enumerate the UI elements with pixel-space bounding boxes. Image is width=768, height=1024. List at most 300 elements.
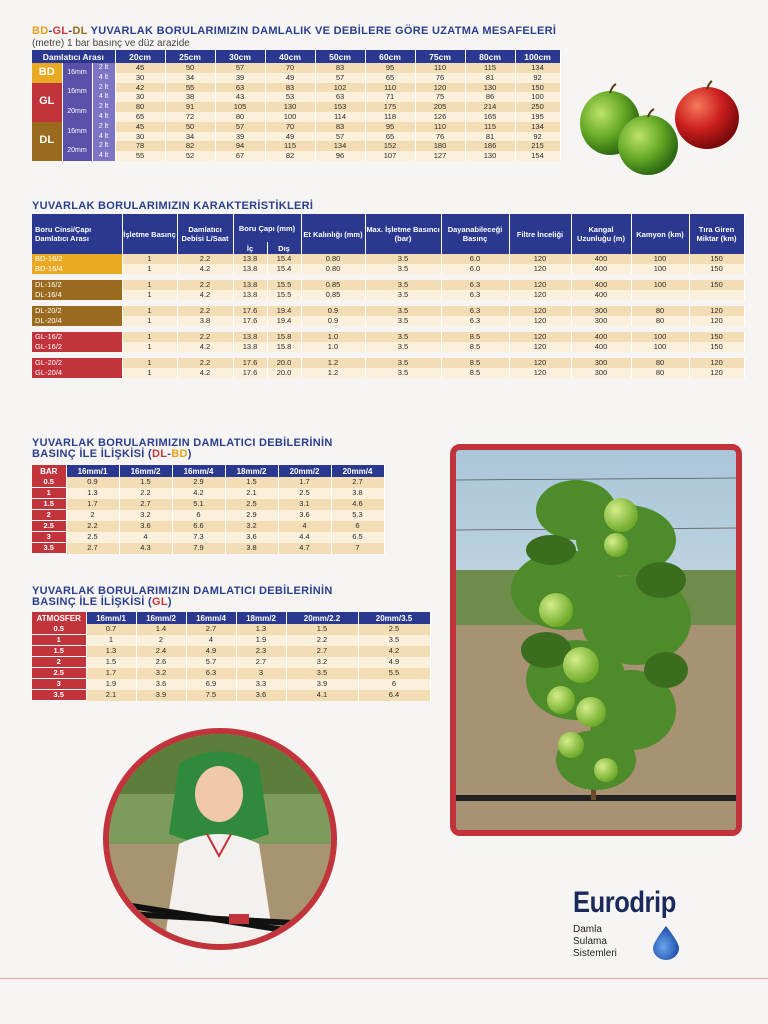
table-row (32, 543, 384, 554)
table-row (32, 635, 430, 646)
table-cell: 120 (509, 306, 571, 316)
table-cell: 1.4 (136, 624, 186, 635)
table-cell: 7.3 (172, 532, 225, 543)
pressure-label: 1.5 (32, 499, 66, 510)
table-cell: 100 (631, 280, 689, 290)
table-cell: 130 (265, 102, 315, 112)
table-cell: 55 (115, 151, 165, 161)
table-row (32, 358, 744, 368)
table-row (32, 316, 744, 326)
table-cell: 0.9 (301, 316, 365, 326)
table-cell: 214 (465, 102, 515, 112)
table-cell: 2.5 (66, 532, 119, 543)
table-cell: 5.5 (358, 668, 430, 679)
table-cell: 2.7 (186, 624, 236, 635)
column-header: 20mm/4 (331, 465, 384, 477)
table-cell: 80 (631, 368, 689, 378)
pressure-label: 2.5 (32, 521, 66, 532)
table-cell: 0.80 (301, 264, 365, 274)
table-cell: 2 (136, 635, 186, 646)
table-row (32, 532, 384, 543)
table-cell: 45 (115, 122, 165, 132)
table-cell: 1 (122, 280, 177, 290)
table-cell: 6.5 (331, 532, 384, 543)
table-cell: 4.2 (177, 290, 233, 300)
table-cell: 120 (689, 316, 744, 326)
table-cell: 2.5 (278, 488, 331, 499)
pipe-type-cell: DL-20/2 (32, 306, 122, 316)
pressure-label: 0.5 (32, 477, 66, 488)
column-header: 18mm/2 (236, 612, 286, 624)
table-cell: 2.7 (286, 646, 358, 657)
table-cell: 17.6 (233, 316, 267, 326)
table-cell: 1 (86, 635, 136, 646)
table-cell: 3.8 (331, 488, 384, 499)
table-cell: 80 (631, 306, 689, 316)
table-cell: 130 (465, 83, 515, 93)
table-cell: 17.6 (233, 358, 267, 368)
table-cell: 94 (215, 141, 265, 151)
size-label: 16mm (62, 63, 92, 83)
table-row (32, 646, 430, 657)
table-cell: 4.4 (278, 532, 331, 543)
table-row (32, 332, 744, 342)
table-cell: 39 (215, 73, 265, 83)
table-cell: 126 (415, 112, 465, 122)
table-cell: 82 (265, 151, 315, 161)
pressure-label: 2 (32, 657, 86, 668)
pipe-type-cell: BD-16/4 (32, 264, 122, 274)
pressure-label: 1 (32, 635, 86, 646)
table-cell: 55 (165, 83, 215, 93)
header-max-pressure: Max. İşletme Basıncı (bar) (365, 214, 441, 254)
pressure-label: 2.5 (32, 668, 86, 679)
table-cell: 4.2 (177, 342, 233, 352)
pipe-type-cell: BD-16/2 (32, 254, 122, 264)
column-header: 20cm (115, 50, 165, 63)
table-cell: 2.2 (177, 254, 233, 264)
table-cell: 120 (509, 280, 571, 290)
table-cell: 80 (215, 112, 265, 122)
table-cell: 2.4 (136, 646, 186, 657)
table-cell: 1.0 (301, 342, 365, 352)
table-row (32, 92, 560, 102)
table-cell: 3.5 (365, 358, 441, 368)
logo-name: Eurodrip (573, 886, 676, 919)
table-cell: 3.5 (365, 332, 441, 342)
flow-label: 2 lt (92, 102, 115, 112)
table-cell: 15.4 (267, 264, 301, 274)
table-cell (631, 290, 689, 300)
table-cell: 100 (631, 342, 689, 352)
table-cell: 6.3 (441, 316, 509, 326)
table-cell: 3.9 (286, 679, 358, 690)
table-cell: 3.6 (236, 690, 286, 701)
table-cell: 13.8 (233, 290, 267, 300)
pressure-label: 2 (32, 510, 66, 521)
table-row (32, 151, 560, 161)
table-cell: 120 (509, 342, 571, 352)
table-cell: 120 (689, 368, 744, 378)
table-cell: 30 (115, 73, 165, 83)
table-cell: 83 (265, 83, 315, 93)
table-cell: 5.7 (186, 657, 236, 668)
table-row (32, 73, 560, 83)
table-cell: 2.9 (172, 477, 225, 488)
table-cell: 134 (315, 141, 365, 151)
pipe-type-cell: GL-16/2 (32, 342, 122, 352)
table-cell: 2.2 (177, 358, 233, 368)
table-cell: 2.1 (225, 488, 278, 499)
column-header: 30cm (215, 50, 265, 63)
table-cell: 3.2 (136, 668, 186, 679)
column-header: 16mm/2 (119, 465, 172, 477)
table-cell: 2.6 (136, 657, 186, 668)
header-inner: İç (233, 242, 267, 254)
column-header: 75cm (415, 50, 465, 63)
table-cell: 1.5 (286, 624, 358, 635)
table-cell: 175 (365, 102, 415, 112)
table-cell: 57 (215, 63, 265, 73)
table-cell: 7.5 (186, 690, 236, 701)
table-cell: 195 (515, 112, 560, 122)
column-header: 16mm/4 (172, 465, 225, 477)
table-cell: 2 (66, 510, 119, 521)
table-cell: 5.1 (172, 499, 225, 510)
table-cell: 186 (465, 141, 515, 151)
woman-image (109, 734, 331, 944)
table-cell: 6.6 (172, 521, 225, 532)
table-cell: 110 (415, 122, 465, 132)
table-cell: 3.8 (225, 543, 278, 554)
table-cell: 4.3 (119, 543, 172, 554)
table-cell: 250 (515, 102, 560, 112)
table-cell: 0.80 (301, 254, 365, 264)
table-cell: 1 (122, 290, 177, 300)
table-cell: 180 (415, 141, 465, 151)
table-cell: 92 (515, 132, 560, 142)
table-cell: 2.7 (66, 543, 119, 554)
table-cell: 1.3 (86, 646, 136, 657)
table-cell: 2.2 (119, 488, 172, 499)
table-cell: 114 (315, 112, 365, 122)
farmer-woman-photo (103, 728, 337, 950)
group-label: BD (32, 63, 62, 83)
table-cell: 8.5 (441, 368, 509, 378)
table-cell: 3.5 (365, 316, 441, 326)
table-cell: 300 (571, 306, 631, 316)
table-cell: 120 (509, 290, 571, 300)
table-cell: 153 (315, 102, 365, 112)
column-header: 16mm/4 (186, 612, 236, 624)
table-cell: 3.6 (225, 532, 278, 543)
table-cell: 134 (515, 122, 560, 132)
apple-tree-image (456, 450, 736, 830)
table-cell: 3.5 (365, 368, 441, 378)
table-cell: 70 (265, 122, 315, 132)
table-cell: 3.3 (236, 679, 286, 690)
table-cell: 92 (515, 73, 560, 83)
table-cell: 6 (358, 679, 430, 690)
table-cell: 150 (689, 254, 744, 264)
table-cell: 17.6 (233, 368, 267, 378)
table-row (32, 477, 384, 488)
table-cell: 3.5 (365, 306, 441, 316)
table-cell: 205 (415, 102, 465, 112)
table-cell: 2.2 (177, 306, 233, 316)
table-cell: 3.9 (136, 690, 186, 701)
table-cell: 96 (315, 151, 365, 161)
table-cell: 80 (631, 316, 689, 326)
table-cell: 45 (115, 63, 165, 73)
table-cell: 300 (571, 358, 631, 368)
table-cell: 2.2 (66, 521, 119, 532)
table-cell: 120 (509, 254, 571, 264)
table1-header-row (32, 50, 560, 63)
table-cell: 20.0 (267, 368, 301, 378)
table-cell: 15.4 (267, 254, 301, 264)
table-cell: 6.0 (441, 254, 509, 264)
table-cell: 115 (465, 122, 515, 132)
flow-label: 4 lt (92, 151, 115, 161)
table3-header-row (32, 465, 384, 477)
table-cell: 0.7 (86, 624, 136, 635)
table-cell: 127 (415, 151, 465, 161)
flow-label: 2 lt (92, 141, 115, 151)
table-cell: 63 (215, 83, 265, 93)
table-cell: 3.5 (365, 264, 441, 274)
table-cell: 50 (165, 122, 215, 132)
table-cell: 1.7 (66, 499, 119, 510)
table-cell: 57 (215, 122, 265, 132)
table-cell: 52 (165, 151, 215, 161)
flow-label: 4 lt (92, 92, 115, 102)
table-cell: 72 (165, 112, 215, 122)
table-row (32, 488, 384, 499)
table-cell: 1.7 (278, 477, 331, 488)
table-cell: 2.3 (236, 646, 286, 657)
pipe-type-cell: DL-16/2 (32, 280, 122, 290)
table-cell: 134 (515, 63, 560, 73)
table-row (32, 657, 430, 668)
table-cell: 17.6 (233, 306, 267, 316)
table-cell: 1.2 (301, 368, 365, 378)
table-cell: 30 (115, 92, 165, 102)
header-resist: Dayanabileceği Basınç (441, 214, 509, 254)
table-cell: 2.7 (236, 657, 286, 668)
table-cell: 2.7 (331, 477, 384, 488)
table-row (32, 510, 384, 521)
table-cell: 1 (122, 264, 177, 274)
table-row (32, 132, 560, 142)
table-cell: 3.5 (365, 342, 441, 352)
table-cell: 215 (515, 141, 560, 151)
water-drop-icon (653, 926, 679, 960)
table-cell: 57 (315, 132, 365, 142)
table-cell: 67 (215, 151, 265, 161)
table-cell: 4.9 (186, 646, 236, 657)
table-cell: 71 (365, 92, 415, 102)
pipe-type-cell: DL-16/4 (32, 290, 122, 300)
header-pressure: İşletme Basınç (122, 214, 177, 254)
table-cell: 76 (415, 73, 465, 83)
table-row (32, 83, 560, 93)
table-cell: 3.8 (177, 316, 233, 326)
column-header: 50cm (315, 50, 365, 63)
flow-label: 2 lt (92, 122, 115, 132)
table-cell: 65 (115, 112, 165, 122)
table-row (32, 690, 430, 701)
table-cell: 0.85 (301, 290, 365, 300)
table-cell: 15.8 (267, 332, 301, 342)
column-header: 60cm (365, 50, 415, 63)
table-cell: 100 (515, 92, 560, 102)
table-cell: 1.5 (86, 657, 136, 668)
table-cell: 78 (115, 141, 165, 151)
table-cell: 400 (571, 290, 631, 300)
table-cell: 15.8 (267, 342, 301, 352)
table-cell: 152 (365, 141, 415, 151)
pressure-label: 0.5 (32, 624, 86, 635)
table4-title: YUVARLAK BORULARIMIZIN DAMLATICI DEBİLERİNİN BASINÇ İLE İLİŞKİSİ (GL) (32, 585, 333, 608)
header-type: Boru Cinsi/Çapı Damlatıcı Arası (32, 214, 122, 254)
header-tir: Tıra Giren Miktar (km) (689, 214, 744, 254)
table-cell: 53 (265, 92, 315, 102)
table-cell: 65 (365, 132, 415, 142)
flow-label: 4 lt (92, 112, 115, 122)
table-cell: 110 (365, 83, 415, 93)
table-cell: 400 (571, 342, 631, 352)
table-cell: 3 (236, 668, 286, 679)
table-cell: 1.9 (236, 635, 286, 646)
table-row (32, 112, 560, 122)
table-cell: 49 (265, 132, 315, 142)
header-filter: Filtre İnceliği (509, 214, 571, 254)
table-cell: 2.2 (177, 280, 233, 290)
table-cell: 83 (315, 122, 365, 132)
column-header: 20mm/2 (278, 465, 331, 477)
table-cell: 1.2 (301, 358, 365, 368)
table-cell: 102 (315, 83, 365, 93)
table-cell: 75 (415, 92, 465, 102)
table-cell: 6 (331, 521, 384, 532)
table-cell: 100 (631, 264, 689, 274)
table-cell: 30 (115, 132, 165, 142)
table-cell: 63 (315, 92, 365, 102)
table-cell: 3.6 (119, 521, 172, 532)
table-cell: 115 (265, 141, 315, 151)
pipe-type-cell: DL-20/4 (32, 316, 122, 326)
table1-subtitle: (metre) 1 bar basınç ve düz arazide (32, 38, 190, 49)
table-cell: 13.8 (233, 280, 267, 290)
table-cell: 2.2 (286, 635, 358, 646)
table-cell: 1 (122, 316, 177, 326)
table-cell: 6.3 (441, 280, 509, 290)
column-header: 16mm/2 (136, 612, 186, 624)
table-row (32, 280, 744, 290)
table-cell: 15.5 (267, 280, 301, 290)
column-header: 18mm/2 (225, 465, 278, 477)
column-header: 25cm (165, 50, 215, 63)
column-header: 16mm/1 (86, 612, 136, 624)
table-cell: 3.5 (358, 635, 430, 646)
table-cell: 150 (515, 83, 560, 93)
table-cell: 6.3 (441, 306, 509, 316)
table-cell: 400 (571, 280, 631, 290)
table-row (32, 264, 744, 274)
table-cell: 8.5 (441, 358, 509, 368)
footer-divider (0, 978, 768, 979)
table1-title: BD-GL-DL YUVARLAK BORULARIMIZIN DAMLALIK VE DEBİLERE GÖRE UZATMA MESAFELERİ (32, 25, 557, 37)
column-header: ATMOSFER (32, 612, 86, 624)
pressure-label: 3.5 (32, 543, 66, 554)
table-cell: 0.85 (301, 280, 365, 290)
table-cell: 4 (119, 532, 172, 543)
table-cell: 7.9 (172, 543, 225, 554)
table-cell: 42 (115, 83, 165, 93)
column-header: 40cm (265, 50, 315, 63)
table-cell: 13.8 (233, 264, 267, 274)
table-row (32, 254, 744, 264)
table-cell: 165 (465, 112, 515, 122)
table-cell: 4.2 (358, 646, 430, 657)
column-header: 16mm/1 (66, 465, 119, 477)
table-cell: 1 (122, 306, 177, 316)
size-label: 16mm (62, 122, 92, 142)
table-cell: 6.0 (441, 264, 509, 274)
table-cell: 20.0 (267, 358, 301, 368)
group-label: GL (32, 83, 62, 122)
flow-label: 2 lt (92, 83, 115, 93)
table-row (32, 290, 744, 300)
column-header: 100cm (515, 50, 560, 63)
table-row (32, 102, 560, 112)
table4-header-row (32, 612, 430, 624)
table-cell: 4.1 (286, 690, 358, 701)
table-cell: 120 (509, 368, 571, 378)
table-cell: 65 (365, 73, 415, 83)
pressure-label: 1.5 (32, 646, 86, 657)
table-row (32, 679, 430, 690)
flow-label: 2 lt (92, 63, 115, 73)
table-cell: 81 (465, 73, 515, 83)
header-corner: Damlatıcı Arası (32, 50, 115, 63)
table-cell: 120 (509, 332, 571, 342)
table-cell: 15.5 (267, 290, 301, 300)
flow-label: 4 lt (92, 132, 115, 142)
table-cell: 100 (631, 254, 689, 264)
table-cell: 3.6 (136, 679, 186, 690)
table-cell: 3.2 (225, 521, 278, 532)
table-cell: 6.3 (441, 290, 509, 300)
table-cell: 76 (415, 132, 465, 142)
table-cell: 83 (315, 63, 365, 73)
table-cell: 3.5 (365, 290, 441, 300)
flow-label: 4 lt (92, 73, 115, 83)
header-outer: Dış (267, 242, 301, 254)
pressure-table-gl (32, 612, 431, 701)
table-cell: 120 (509, 316, 571, 326)
pipe-type-cell: GL-20/2 (32, 358, 122, 368)
table-cell: 3.2 (286, 657, 358, 668)
column-header: BAR (32, 465, 66, 477)
table-cell: 120 (509, 358, 571, 368)
table-cell: 1 (122, 368, 177, 378)
group-label: DL (32, 122, 62, 161)
table-cell: 91 (165, 102, 215, 112)
table-row (32, 668, 430, 679)
table-cell: 82 (165, 141, 215, 151)
